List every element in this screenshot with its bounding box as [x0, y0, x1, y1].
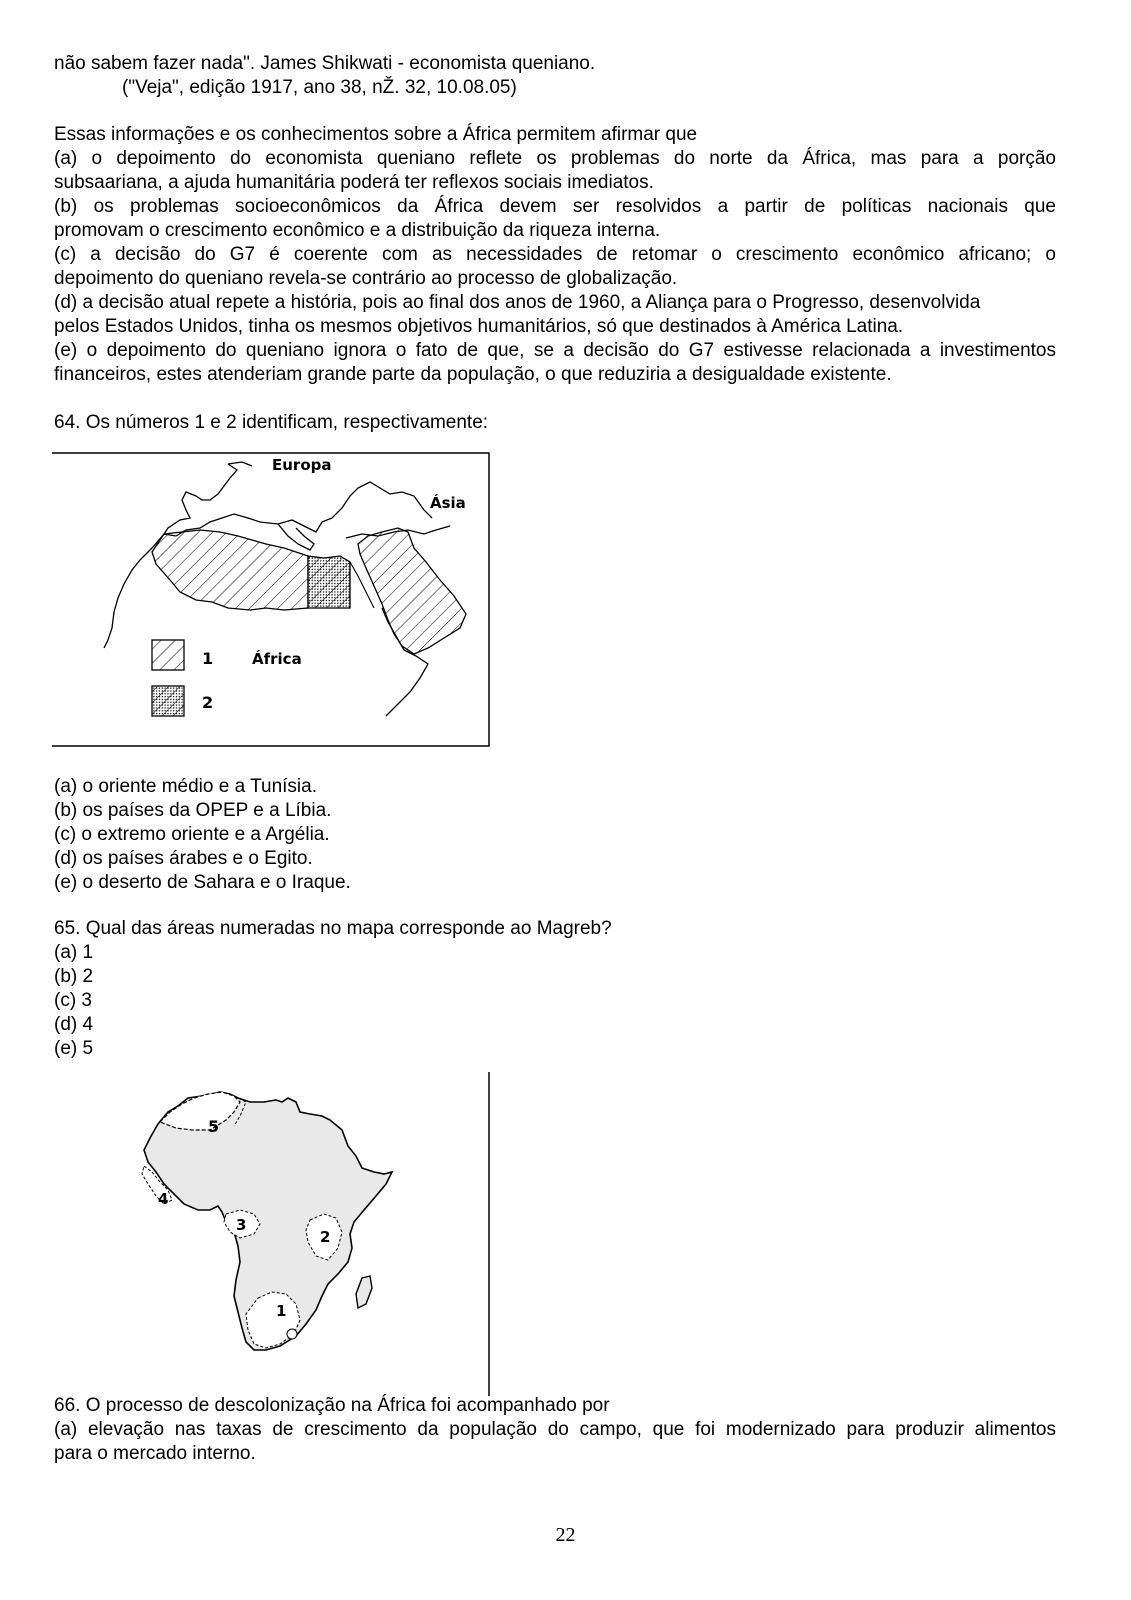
q63-stem: Essas informações e os conhecimentos sobre a África permitem afirmar que	[54, 124, 698, 145]
q63-option-d-l2: pelos Estados Unidos, tinha os mesmos objetivos humanitários, só que destinados à América Latina.	[54, 316, 904, 337]
europe-coastline	[164, 464, 432, 536]
q66-option-a-l2: para o mercado interno.	[54, 1443, 256, 1464]
q63-option-b-l2: promovam o crescimento econômico e a distribuição da riqueza interna.	[54, 220, 661, 241]
africa-regions-map	[130, 1072, 500, 1398]
legend-swatch-1	[152, 640, 184, 670]
north-africa-map	[52, 452, 492, 748]
q64-option-c: (c) o extremo oriente e a Argélia.	[54, 824, 330, 845]
page-number: 22	[555, 1524, 576, 1546]
region-1-maghreb	[152, 530, 308, 610]
q64-stem: 64. Os números 1 e 2 identificam, respectivamente:	[54, 412, 489, 433]
label-asia: Ásia	[430, 494, 466, 512]
legend-label-1: 1	[202, 649, 214, 668]
region-label-2: 2	[320, 1228, 331, 1246]
quote-end: não sabem fazer nada". James Shikwati - economista queniano.	[54, 53, 596, 74]
region-label-3: 3	[236, 1216, 247, 1234]
q63-option-e-l2: financeiros, estes atenderiam grande parte da população, o que reduziria a desigualdade existente.	[54, 364, 892, 385]
q65-option-e: (e) 5	[54, 1038, 94, 1059]
region-label-5: 5	[208, 1117, 220, 1136]
citation: ("Veja", edição 1917, ano 38, nŽ. 32, 10.08.05)	[122, 77, 517, 98]
q65-option-c: (c) 3	[54, 990, 92, 1011]
q66-stem: 66. O processo de descolonização na África foi acompanhado por	[54, 1395, 610, 1416]
region-label-1: 1	[276, 1302, 287, 1320]
q64-option-d: (d) os países árabes e o Egito.	[54, 848, 313, 869]
q66-option-a-l1: (a) elevação nas taxas de crescimento da população do campo, que foi modernizado para produzir alimentos	[54, 1419, 1056, 1440]
madagascar	[356, 1276, 372, 1308]
legend-swatch-2	[152, 686, 184, 716]
q63-option-c-l2: depoimento do queniano revela-se contrário ao processo de globalização.	[54, 268, 678, 289]
region-2-egypt	[308, 556, 350, 608]
q63-option-a-l1: (a) o depoimento do economista queniano reflete os problemas do norte da África, mas para a porção	[54, 148, 1056, 169]
label-europa: Europa	[272, 456, 332, 474]
q63-option-a-l2: subsaariana, a ajuda humanitária poderá ter reflexos sociais imediatos.	[54, 172, 654, 193]
q63-option-c-l1: (c) a decisão do G7 é coerente com as necessidades de retomar o crescimento econômico africano; o	[54, 244, 1056, 265]
q65-option-b: (b) 2	[54, 966, 94, 987]
q65-option-d: (d) 4	[54, 1014, 94, 1035]
q64-option-a: (a) o oriente médio e a Tunísia.	[54, 776, 317, 797]
q63-option-d-l1: (d) a decisão atual repete a história, pois ao final dos anos de 1960, a Aliança para o Progresso, desenvolvida	[54, 292, 981, 313]
q64-option-e: (e) o deserto de Sahara e o Iraque.	[54, 872, 351, 893]
q64-option-b: (b) os países da OPEP e a Líbia.	[54, 800, 332, 821]
legend-label-2: 2	[202, 693, 214, 712]
label-africa: África	[252, 650, 302, 668]
q63-option-e-l1: (e) o depoimento do queniano ignora o fato de que, se a decisão do G7 estivesse relacionada a investimentos	[54, 340, 1056, 361]
region-label-4: 4	[158, 1190, 169, 1208]
q63-option-b-l1: (b) os problemas socioeconômicos da África devem ser resolvidos a partir de políticas nacionais que	[54, 196, 1056, 217]
q65-option-a: (a) 1	[54, 942, 94, 963]
q65-stem: 65. Qual das áreas numeradas no mapa corresponde ao Magreb?	[54, 918, 612, 939]
region-1-middle-east	[358, 528, 466, 654]
